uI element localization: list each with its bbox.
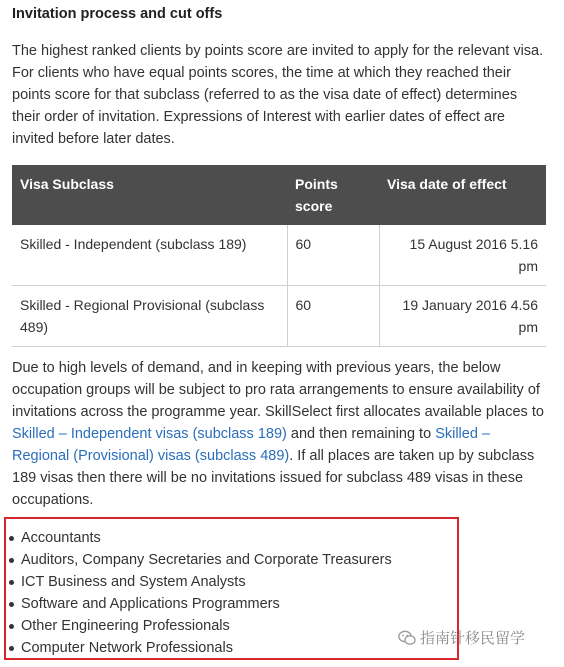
column-header-visa-subclass: Visa Subclass [12,165,287,225]
cell-points-score: 60 [287,225,379,286]
table-row [12,286,546,347]
intro-paragraph: The highest ranked clients by points score are invited to apply for the relevant visa. For clients who have equal points scores, the time at which they reached their points score for that subclass (referred to as the visa date of effect) determines their order of invitation. Expressions of Interest with earlier dates of effect are invited before later dates. [12,43,544,147]
column-header-points-score: Points score [287,165,379,225]
highlighted-occupation-list [4,517,459,660]
table-row [12,225,546,286]
table-header-row [12,165,546,225]
invitation-cutoff-table [12,165,546,347]
list-item [6,593,392,615]
cell-visa-subclass: Skilled - Regional Provisional (subclass 489) [12,286,287,347]
list-item-label: Software and Applications Programmers [21,596,280,612]
cell-visa-date: 19 January 2016 4.56 pm [379,286,546,347]
paragraph-text: . If all places are taken up by subclass 189 visas then there will be no invitations issued for subclass 489 visas in these occupations. [12,448,535,508]
bullet-icon [9,624,14,629]
watermark-text: 指南针移民留学 [420,630,526,647]
section-heading: Invitation process and cut offs [12,6,223,22]
list-item [6,615,392,637]
cell-visa-date: 15 August 2016 5.16 pm [379,225,546,286]
bullet-icon [9,536,14,541]
list-item [6,571,392,593]
cell-points-score: 60 [287,286,379,347]
cell-visa-subclass: Skilled - Independent (subclass 189) [12,225,287,286]
list-item [6,637,392,659]
list-item-label: Computer Network Professionals [21,640,233,656]
paragraph-text: Due to high levels of demand, and in keeping with previous years, the below occupation groups will be subject to pro rata arrangements to ensure availability of invitations across the programme year. SkillSelect first allocates available places to [12,360,544,420]
pro-rata-paragraph [12,357,546,511]
link-skilled-independent-189[interactable]: Skilled – Independent visas (subclass 189) [12,426,287,442]
bullet-icon [9,558,14,563]
list-item [6,549,392,571]
bullet-icon [9,646,14,651]
bullet-icon [9,580,14,585]
list-item [6,527,392,549]
paragraph-text: and then remaining to [286,426,436,442]
watermark [398,627,525,648]
list-item-label: Auditors, Company Secretaries and Corporate Treasurers [21,552,392,568]
bullet-icon [9,602,14,607]
occupation-list [6,527,392,659]
list-item-label: Accountants [21,530,101,546]
wechat-icon [398,630,416,646]
column-header-visa-date: Visa date of effect [379,165,546,225]
link-skilled-regional-489[interactable]: Skilled – Regional (Provisional) visas (subclass 489) [12,426,490,464]
list-item-label: ICT Business and System Analysts [21,574,246,590]
list-item-label: Other Engineering Professionals [21,618,230,634]
